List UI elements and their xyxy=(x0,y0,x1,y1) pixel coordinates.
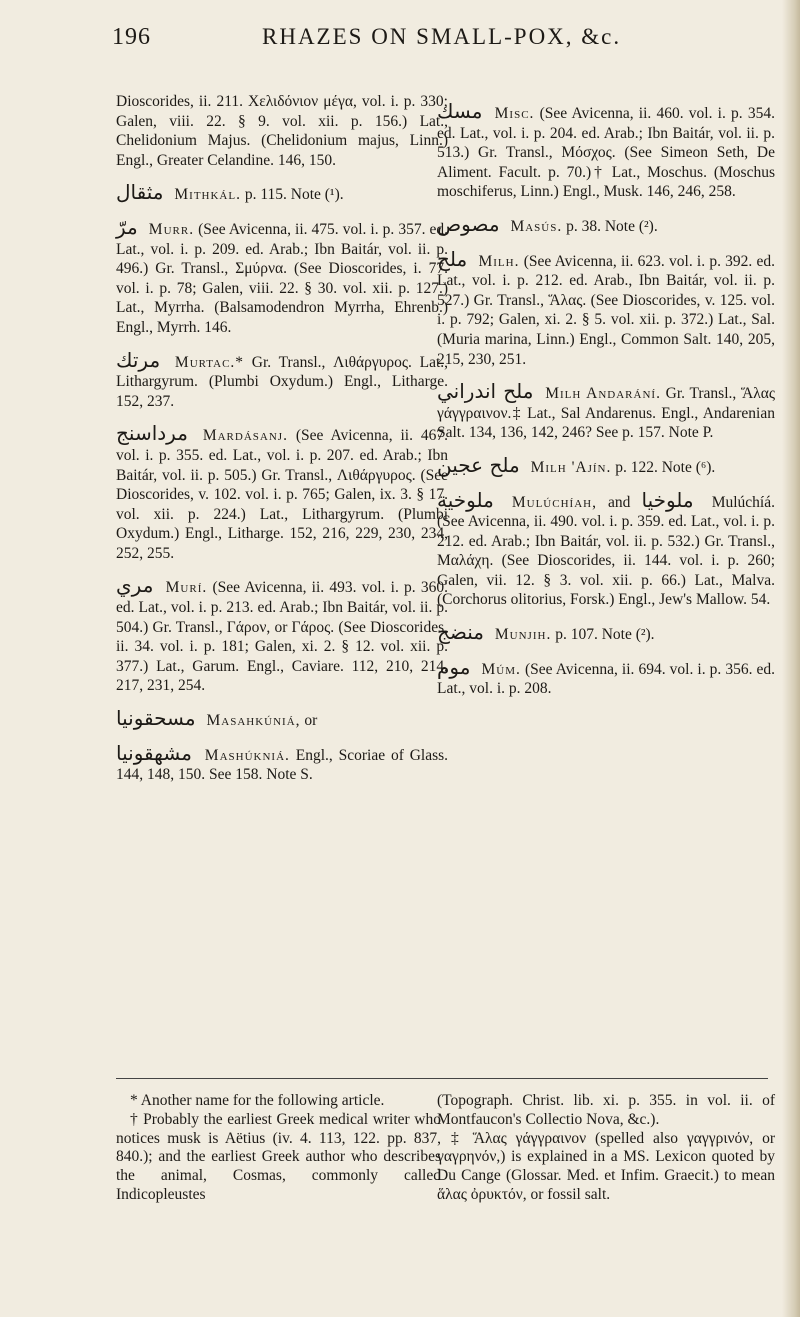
arabic-headword-alt: ملوخيا xyxy=(641,487,694,512)
entry-text: (See Avicenna, ii. 493. vol. i. p. 360. ed. Lat., vol. i. p. 213. ed. Arab.; Ibn Baitár, vol. ii. p. 504.) Gr. Transl., Γάρον, or Γάρος. (See Dioscorides, ii. 34. vol. i. p. 181; Galen, xi. 2. § 12. vol. xii. p. 377.) Lat., Garum. Engl., Caviare. 112, 210, 214, 217, 231, 254. xyxy=(116,579,448,695)
arabic-headword: مري xyxy=(116,573,154,598)
arabic-headword: ملح xyxy=(437,246,468,271)
entry-text: (See Avicenna, ii. 694. vol. i. p. 356. ed. Lat., vol. i. p. 208. xyxy=(437,660,776,698)
entry-milh-andarani xyxy=(437,380,775,443)
headword: Milh Andarání. xyxy=(545,385,661,403)
entry-text: Dioscorides, ii. 211. Χελιδόνιον μέγα, vol. i. p. 330; Galen, viii. 22. § 9. vol. xii. p. 156.) Lat., Chelidonium Majus. (Chelidonium majus, Linn.) Engl., Greater Celandine. 146, 150. xyxy=(116,93,448,169)
entry-text: p. 122. Note (⁶). xyxy=(615,458,716,476)
footnotes-left xyxy=(116,1092,441,1205)
entry-mum xyxy=(437,656,775,699)
headword: Murtac.* xyxy=(174,353,245,371)
headword: Milh 'Ajín. xyxy=(530,458,612,476)
entry-munjih xyxy=(437,621,775,645)
headword: Masahkúniá, xyxy=(206,712,301,730)
footnote-asterisk: * Another name for the following article. xyxy=(130,1092,385,1109)
entry-milh xyxy=(437,248,775,370)
headword: Misc. xyxy=(494,105,535,122)
arabic-headword: مصوص xyxy=(437,211,500,236)
headword: Múm. xyxy=(481,660,521,678)
arabic-headword: مرداسنج xyxy=(116,421,188,446)
entry-text: p. 115. Note (¹). xyxy=(244,186,344,204)
entry-masahkunia xyxy=(116,707,448,731)
entry-text: (See Avicenna, ii. 460. vol. i. p. 354. ed. Lat., vol. i. p. 204. ed. Arab.; Ibn Baitár, vol. ii. p. 513.) Gr. Transl., Μόσχος. (See Simeon Seth, De Aliment. Facult. p. 70.)† Lat., Moschus. (Moschus moschiferus, Linn.) Engl., Musk. 146, 246, 258. xyxy=(437,105,776,201)
headword: Munjih. xyxy=(494,626,552,644)
arabic-headword: ملوخية xyxy=(437,487,494,512)
headword: Masús. xyxy=(510,217,563,235)
entry-mithkal xyxy=(116,181,448,205)
entry-text: (See Avicenna, ii. 475. vol. i. p. 357. ed. Lat., vol. i. p. 209. ed. Arab.; Ibn Baitár, vol. ii. p. 496.) Gr. Transl., Σμύρνα. (See Dioscorides, i. 77. vol. i. p. 78; Galen, viii. 22. § 30. vol. xii. p. 127.) Lat., Myrrha. (Balsamodendron Myrrha, Ehrenb.) Engl., Myrrh. 146. xyxy=(116,220,449,336)
arabic-headword: مثقال xyxy=(116,180,164,205)
entry-muluchiah xyxy=(437,489,775,611)
left-column xyxy=(116,92,448,796)
headword: Mithkál. xyxy=(174,186,241,204)
entry-text: Engl., Scoriae of Glass. 144, 148, 150. See 158. Note S. xyxy=(116,746,449,784)
entry-misc xyxy=(437,100,775,202)
entry-mashuknia xyxy=(116,742,448,785)
arabic-headword: مسك xyxy=(437,99,483,123)
right-column xyxy=(437,100,775,710)
entry-text: p. 107. Note (²). xyxy=(555,626,655,644)
entry-text: Gr. Transl., Ἅλας γάγγραινον.‡ Lat., Sal Andarenus. Engl., Andarenian Salt. 134, 136, 142, 246? See p. 157. Note P. xyxy=(437,385,775,442)
page-header xyxy=(112,24,712,58)
headword: Mashúkniá. xyxy=(204,746,290,764)
footnotes-right xyxy=(437,1092,775,1205)
headword: Mardásanj. xyxy=(202,427,288,445)
entry-text: (See Avicenna, ii. 623. vol. i. p. 392. ed. Lat., vol. i. p. 212. ed. Arab., Ibn Baitár, vol. ii. p. 527.) Gr. Transl., Ἅλας. (See Dioscorides, v. 125. vol. i. p. 792; Galen, xi. 2. § 5. vol. xii. p. 372.) Lat., Sal. (Muria marina, Linn.) Engl., Common Salt. 140, 205, 215, 230, 251. xyxy=(437,252,776,368)
entry-text: or xyxy=(304,712,318,730)
arabic-headword: مشهقونيا xyxy=(116,740,192,765)
footnote-dagger: † Probably the earliest Greek medical writer who notices musk is Aëtius (iv. 4. 113, 122. pp. 837, 840.); and the earliest Greek author who describes the animal, Cosmas, commonly called Indicopleustes xyxy=(116,1110,441,1203)
entry-milh-ajin xyxy=(437,454,775,478)
page-edge-shadow xyxy=(782,0,800,1317)
entry-masus xyxy=(437,213,775,237)
headword: Murr. xyxy=(148,220,195,238)
page-number: 196 xyxy=(112,24,151,50)
headword: Mulúchíah, xyxy=(511,493,597,511)
arabic-headword: مرتك xyxy=(116,347,161,372)
entry-murr xyxy=(116,216,448,338)
arabic-headword: ملح اندراني xyxy=(437,379,534,404)
entry-chelidonium-continued xyxy=(116,92,448,170)
arabic-headword: مرّ xyxy=(116,214,138,239)
arabic-headword: مسحقونيا xyxy=(116,706,196,731)
entry-text: Mulúchíá. (See Avicenna, ii. 490. vol. i. p. 359. ed. Lat., vol. i. p. 212. ed. Arab.; Ibn Baitár, vol. ii. p. 532.) Gr. Transl., Μαλάχη. (See Dioscorides, ii. 144. vol. i. p. 260; Galen, vii. 12. § 3. vol. xii. p. 66.) Lat., Malva. (Corchorus olitorius, Forsk.) Engl., Jew's Mallow. 54. xyxy=(437,493,775,609)
footnote-double-dagger: ‡ Ἅλας γάγγραινον (spelled also γαγγρινόν, or γαγρηνόν,) is explained in a MS. Lexicon quoted by Du Cange (Glossar. Med. et Infim. Graecit.) to mean ἅλας ὀρυκτόν, or fossil salt. xyxy=(437,1129,775,1203)
connector-word: and xyxy=(608,493,631,511)
running-head: RHAZES ON SMALL-POX, &c. xyxy=(262,24,622,49)
entry-mardasanj xyxy=(116,422,448,563)
footnote-dagger-continued: (Topograph. Christ. lib. xi. p. 355. in vol. ii. of Montfaucon's Collectio Nova, &c.). xyxy=(437,1092,775,1128)
entry-text: (See Avicenna, ii. 467. vol. i. p. 355. ed. Lat., vol. i. p. 207. ed. Arab.; Ibn Baitár, vol. ii. p. 505.) Gr. Transl., Λιθάργυρος. (See Dioscorides, v. 102. vol. i. p. 765; Galen, ix. 3. § 17. vol. xii. p. 224.) Lat., Lithargyrum. (Plumbi Oxydum.) Engl., Litharge. 152, 216, 229, 230, 234, 252, 255. xyxy=(116,427,448,562)
entry-murtac xyxy=(116,349,448,412)
entry-text: p. 38. Note (²). xyxy=(566,217,658,235)
entry-muri xyxy=(116,574,448,696)
entry-text: Gr. Transl., Λιθάργυρος. Lat., Lithargyrum. (Plumbi Oxydum.) Engl., Litharge. 152, 237. xyxy=(116,353,449,410)
footnote-rule xyxy=(116,1078,768,1079)
arabic-headword: منضج xyxy=(437,620,485,645)
headword: Murí. xyxy=(165,579,208,597)
arabic-headword: ملح عجين xyxy=(437,452,520,477)
arabic-headword: موم xyxy=(437,654,471,679)
headword: Milh. xyxy=(478,252,520,270)
